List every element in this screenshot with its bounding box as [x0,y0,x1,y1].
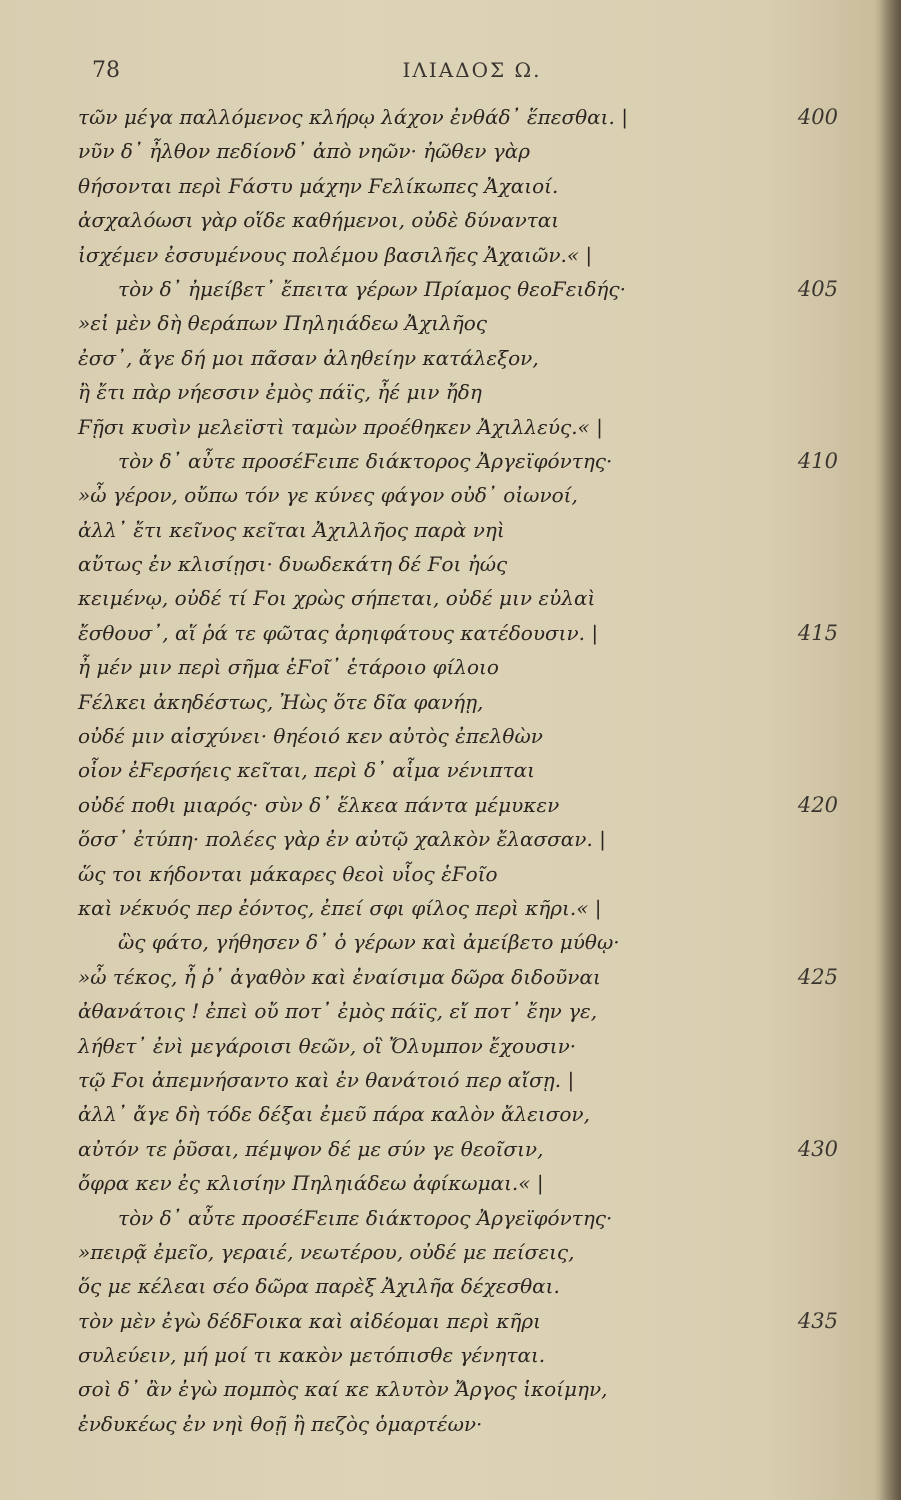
verse-text: οὐδέ ποθι μιαρός· σὺν δ᾽ ἕλκεα πάντα μέμυκεν [78,792,560,817]
verse-line [78,341,838,375]
verse-line [78,203,838,237]
verse-line [78,650,838,684]
line-number: 410 [797,448,838,473]
verse-text: τὸν δ᾽ αὖτε προσέϜειπε διάκτορος Ἀργεϊφόντης· [118,448,613,473]
verse-text: ἢ ἔτι πὰρ νήεσσιν ἐμὸς πάϊς, ἦέ μιν ἤδη [78,380,482,405]
verse-line [78,891,838,925]
verse-text: ἰσχέμεν ἐσσυμένους πολέμου βασιλῆες Ἀχαιῶν.« | [78,242,593,267]
verse-text: θήσονται περὶ Ϝάστυ μάχην Ϝελίκωπες Ἀχαιοί. [78,173,559,198]
verse-line [78,753,838,787]
verse-text: σοὶ δ᾽ ἂν ἐγὼ πομπὸς καί κε κλυτὸν Ἄργος ἱκοίμην, [78,1377,608,1402]
line-number: 425 [797,964,838,989]
line-number: 415 [797,620,838,645]
verse-line [78,1235,838,1269]
verse-text: κειμένῳ, οὐδέ τί Ϝοι χρὼς σήπεται, οὐδέ μιν εὐλαὶ [78,586,596,611]
verse-text: τὸν μὲν ἐγὼ δέδϜοικα καὶ αἰδέομαι περὶ κῆρι [78,1308,541,1333]
verse-line [78,272,838,306]
verse-line [78,925,838,959]
verse-line [78,375,838,409]
verse-line [78,1063,838,1097]
verse-line [78,788,838,822]
verse-line [78,960,838,994]
verse-text: τὸν δ᾽ αὖτε προσέϜειπε διάκτορος Ἀργεϊφόντης· [118,1205,613,1230]
verse-line [78,1201,838,1235]
verse-text: οὐδέ μιν αἰσχύνει· θηέοιό κεν αὐτὸς ἐπελθὼν [78,724,543,749]
line-number: 400 [797,105,838,129]
verse-line [78,547,838,581]
verse-text: τῶν μέγα παλλόμενος κλήρῳ λάχον ἐνθάδ᾽ ἕπεσθαι. | [78,105,628,129]
verse-text: ὥς τοι κήδονται μάκαρες θεοὶ υἷος ἑϜοῖο [78,861,498,886]
verse-line [78,822,838,856]
verse-line [78,1269,838,1303]
verse-text: λήθετ᾽ ἐνὶ μεγάροισι θεῶν, οἳ Ὄλυμπον ἔχουσιν· [78,1033,577,1058]
page-spine-shadow [879,0,901,1500]
verse-text: »πειρᾷ ἐμεῖο, γεραιέ, νεωτέρου, οὐδέ με πείσεις, [78,1239,575,1264]
verse-text: Ϝῇσι κυσὶν μελεϊστὶ ταμὼν προέθηκεν Ἀχιλλεύς.« | [78,414,603,439]
verse-line [78,513,838,547]
verse-line [78,1029,838,1063]
verse-text: καὶ νέκυός περ ἐόντος, ἐπεί σφι φίλος περὶ κῆρι.« | [78,895,602,920]
verse-text: οἷον ἐϜερσήεις κεῖται, περὶ δ᾽ αἷμα νένιπται [78,758,536,783]
verse-line [78,581,838,615]
line-number: 435 [797,1308,838,1333]
verse-text: ἦ μέν μιν περὶ σῆμα ἑϜοῖ᾽ ἑτάροιο φίλοιο [78,655,499,680]
verse-line [78,100,838,134]
verse-line [78,306,838,340]
verse-text: ὄφρα κεν ἐς κλισίην Πηληιάδεω ἀφίκωμαι.« | [78,1171,544,1196]
verse-line [78,1372,838,1406]
verse-line [78,1338,838,1372]
verse-text: ὅς με κέλεαι σέο δῶρα παρὲξ Ἀχιλῆα δέχεσθαι. [78,1274,560,1299]
page-number: 78 [92,58,120,83]
verse-line [78,1407,838,1441]
verse-text: ἀσχαλόωσι γὰρ οἵδε καθήμενοι, οὐδὲ δύνανται [78,208,560,233]
verse-line [78,478,838,512]
verse-text: ὣς φάτο, γήθησεν δ᾽ ὁ γέρων καὶ ἀμείβετο μύθῳ· [118,930,620,955]
verse-text: αὐτόν τε ῥῦσαι, πέμψον δέ με σύν γε θεοῖσιν, [78,1136,544,1161]
verse-text: συλεύειν, μή μοί τι κακὸν μετόπισθε γένηται. [78,1343,546,1368]
running-title: ΙΛΙΑΔΟΣ Ω. [402,58,542,82]
verse-line [78,719,838,753]
verse-text: αὔτως ἐν κλισίῃσι· δυωδεκάτη δέ Ϝοι ἠώς [78,552,508,577]
verse-text: τὸν δ᾽ ἠμείβετ᾽ ἔπειτα γέρων Πρίαμος θεοϜειδής· [118,276,626,301]
verse-list [78,100,838,1441]
verse-text: »ὦ τέκος, ἦ ῥ᾽ ἀγαθὸν καὶ ἐναίσιμα δῶρα διδοῦναι [78,964,601,989]
verse-line [78,134,838,168]
verse-line [78,685,838,719]
verse-text: »εἰ μὲν δὴ θεράπων Πηληιάδεω Ἀχιλῆος [78,311,487,336]
verse-line [78,238,838,272]
verse-text: ἐσσ᾽, ἄγε δή μοι πᾶσαν ἀληθείην κατάλεξον, [78,345,539,370]
line-number: 420 [797,792,838,817]
page-header [92,58,852,88]
verse-line [78,444,838,478]
verse-text: ἀλλ᾽ ἔτι κεῖνος κεῖται Ἀχιλλῆος παρὰ νηὶ [78,517,505,542]
verse-line [78,1097,838,1131]
verse-line [78,1166,838,1200]
verse-line [78,169,838,203]
verse-line [78,994,838,1028]
line-number: 430 [797,1136,838,1161]
verse-line [78,410,838,444]
verse-line [78,1304,838,1338]
verse-text: ὅσσ᾽ ἐτύπη· πολέες γὰρ ἐν αὐτῷ χαλκὸν ἔλασσαν. | [78,827,606,852]
verse-text: νῦν δ᾽ ἦλθον πεδίονδ᾽ ἀπὸ νηῶν· ἠῶθεν γὰρ [78,139,531,164]
verse-text: ἐνδυκέως ἐν νηὶ θοῇ ἢ πεζὸς ὁμαρτέων· [78,1411,483,1436]
verse-line [78,1132,838,1166]
verse-text: τῷ Ϝοι ἀπεμνήσαντο καὶ ἐν θανάτοιό περ αἴσῃ. | [78,1067,575,1092]
verse-text: ἀθανάτοις ! ἐπεὶ οὔ ποτ᾽ ἐμὸς πάϊς, εἴ ποτ᾽ ἔην γε, [78,999,598,1024]
verse-text: ἔσθουσ᾽, αἵ ῥά τε φῶτας ἀρηιφάτους κατέδουσιν. | [78,620,599,645]
line-number: 405 [797,276,838,301]
verse-text: »ὦ γέρον, οὔπω τόν γε κύνες φάγον οὐδ᾽ οἰωνοί, [78,483,578,508]
verse-line [78,857,838,891]
verse-text: Ϝέλκει ἀκηδέστως, Ἠὼς ὅτε δῖα φανήῃ, [78,689,484,714]
verse-line [78,616,838,650]
verse-text: ἀλλ᾽ ἄγε δὴ τόδε δέξαι ἐμεῦ πάρα καλὸν ἄλεισον, [78,1102,590,1127]
